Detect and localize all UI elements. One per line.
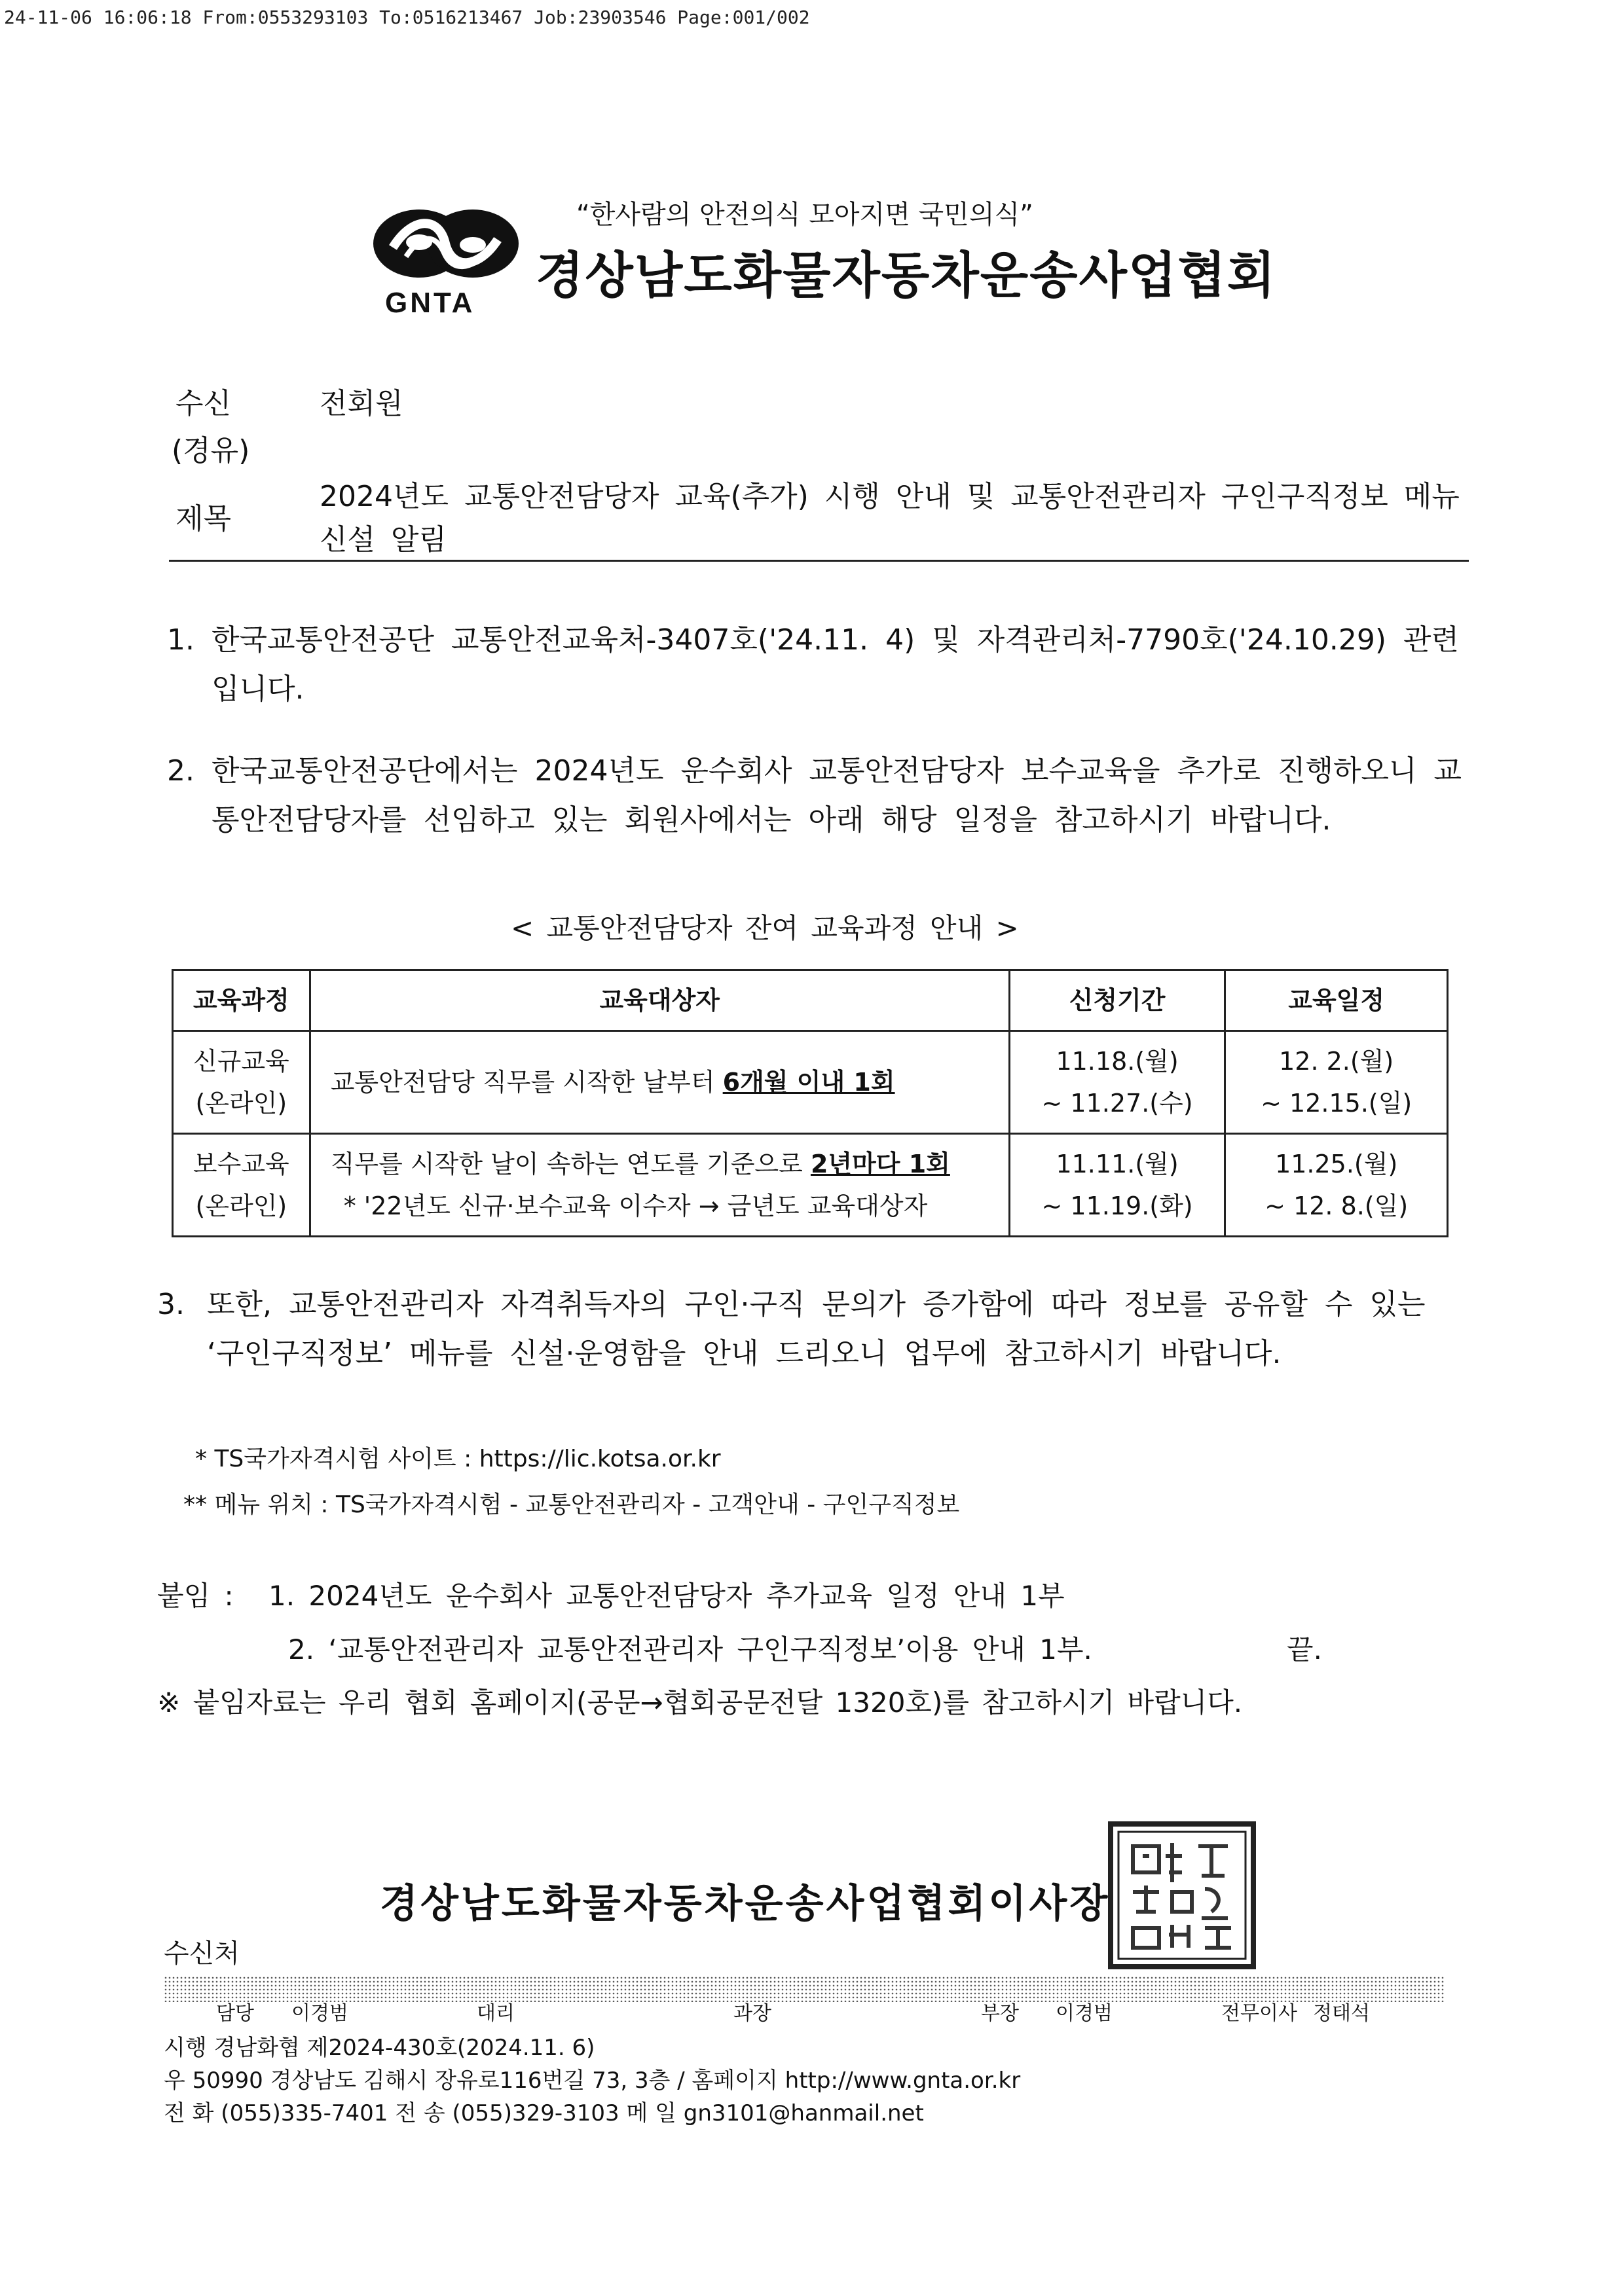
paragraph-2-number: 2. bbox=[167, 754, 194, 788]
target-note: * '22년도 신규·보수교육 이수자 → 금년도 교육대상자 bbox=[343, 1192, 928, 1220]
approval-director-name: 정태석 bbox=[1313, 2002, 1370, 2025]
target-emphasis: 6개월 이내 1회 bbox=[722, 1068, 895, 1097]
end-mark: 끝. bbox=[1287, 1633, 1322, 1666]
recipient-value: 전회원 bbox=[320, 387, 403, 420]
organization-name: 경상남도화물자동차운송사업협회 bbox=[536, 246, 1277, 304]
edu-end: ~ 12. 8.(일) bbox=[1264, 1192, 1409, 1220]
paragraph-1 bbox=[167, 615, 1470, 720]
column-header-edu-schedule: 교육일정 bbox=[1225, 970, 1448, 1031]
paragraph-3-text: 또한, 교통안전관리자 자격취득자의 구인·구직 문의가 증가함에 따라 정보를 공유할 수 있는 ‘구인구직정보’ 메뉴를 신설·운영함을 안내 드리오니 업무에 참고하시기 바랍니다. bbox=[207, 1288, 1426, 1370]
target-emphasis: 2년마다 1회 bbox=[810, 1150, 950, 1178]
approval-manager-name: 이경범 bbox=[1056, 2002, 1113, 2025]
course-cell bbox=[173, 1134, 310, 1237]
apply-start: 11.18.(월) bbox=[1056, 1047, 1179, 1076]
edu-start: 12. 2.(월) bbox=[1279, 1047, 1394, 1076]
table-row bbox=[173, 1031, 1448, 1134]
apply-start: 11.11.(월) bbox=[1056, 1150, 1179, 1178]
target-cell bbox=[310, 1134, 1009, 1237]
paragraph-1-number: 1. bbox=[167, 623, 194, 657]
course-cell bbox=[173, 1031, 310, 1134]
gnta-logo bbox=[367, 196, 524, 327]
recipients-label: 수신처 bbox=[164, 1939, 240, 1969]
approval-section-label: 과장 bbox=[733, 2002, 771, 2025]
attachment-item-1: 1. 2024년도 운수회사 교통안전담당자 추가교육 일정 안내 1부 bbox=[268, 1580, 1065, 1612]
address-line: 우 50990 경상남도 김해시 장유로116번길 73, 3층 / 홈페이지 http://www.gnta.or.kr bbox=[164, 2068, 1021, 2094]
paragraph-2 bbox=[167, 746, 1470, 903]
apply-period-cell bbox=[1009, 1031, 1225, 1134]
slogan: “한사람의 안전의식 모아지면 국민의식” bbox=[576, 200, 1033, 230]
approval-deputy-label: 대리 bbox=[477, 2002, 515, 2025]
paragraph-3-number: 3. bbox=[157, 1288, 185, 1321]
attachment-label: 붙임 : bbox=[157, 1580, 234, 1612]
official-seal bbox=[1107, 1820, 1257, 1971]
edu-end: ~ 12.15.(일) bbox=[1261, 1089, 1412, 1118]
course-mode: (온라인) bbox=[195, 1192, 287, 1220]
course-name: 보수교육 bbox=[193, 1150, 289, 1178]
edu-schedule-cell bbox=[1225, 1031, 1448, 1134]
target-text: 직무를 시작한 날이 속하는 연도를 기준으로 bbox=[330, 1150, 811, 1178]
fax-header: 24-11-06 16:06:18 From:0553293103 To:0516213467 Job:23903546 Page:001/002 bbox=[4, 7, 810, 28]
logo-text: GNTA bbox=[385, 287, 475, 319]
table-caption: < 교통안전담당자 잔여 교육과정 안내 > bbox=[511, 912, 1019, 944]
recipient-label: 수신 bbox=[175, 387, 232, 420]
course-mode: (온라인) bbox=[195, 1089, 287, 1118]
target-cell bbox=[310, 1031, 1009, 1134]
approval-staff-label: 담당 bbox=[216, 2002, 254, 2025]
attachment-item-2: 2. ‘교통안전관리자 교통안전관리자 구인구직정보’이용 안내 1부. bbox=[288, 1633, 1092, 1666]
apply-period-cell bbox=[1009, 1134, 1225, 1237]
approval-manager-label: 부장 bbox=[981, 2002, 1019, 2025]
paragraph-2-text: 한국교통안전공단에서는 2024년도 운수회사 교통안전담당자 보수교육을 추가로 진행하오니 교통안전담당자를 선임하고 있는 회원사에서는 아래 해당 일정을 참고하시기 바랍니다. bbox=[212, 754, 1462, 837]
apply-end: ~ 11.27.(수) bbox=[1041, 1089, 1193, 1118]
paragraph-3 bbox=[157, 1280, 1470, 1437]
paragraph-1-text: 한국교통안전공단 교통안전교육처-3407호('24.11. 4) 및 자격관리처-7790호('24.10.29) 관련입니다. bbox=[212, 623, 1459, 706]
contact-line: 전 화 (055)335-7401 전 송 (055)329-3103 메 일 gn3101@hanmail.net bbox=[164, 2100, 924, 2126]
menu-location-note: ** 메뉴 위치 : TS국가자격시험 - 교통안전관리자 - 고객안내 - 구인구직정보 bbox=[183, 1491, 960, 1518]
enforcement-line: 시행 경남화협 제2024-430호(2024.11. 6) bbox=[164, 2035, 595, 2061]
subject-label: 제목 bbox=[175, 502, 232, 536]
swirl-logo-icon bbox=[367, 196, 524, 295]
column-header-course: 교육과정 bbox=[173, 970, 310, 1031]
education-schedule-table bbox=[172, 969, 1449, 1237]
approval-director-label: 전무이사 bbox=[1221, 2002, 1297, 2025]
attachment-remark: ※ 붙임자료는 우리 협회 홈페이지(공문→협회공문전달 1320호)를 참고하시기 바랍니다. bbox=[157, 1686, 1243, 1719]
edu-start: 11.25.(월) bbox=[1275, 1150, 1398, 1178]
edu-schedule-cell bbox=[1225, 1134, 1448, 1237]
target-text: 교통안전담당 직무를 시작한 날부터 bbox=[330, 1068, 723, 1097]
seal-stamp-icon bbox=[1107, 1820, 1257, 1971]
sender-signature: 경상남도화물자동차운송사업협회이사장 bbox=[380, 1881, 1111, 1927]
table-header-row bbox=[173, 970, 1448, 1031]
column-header-target: 교육대상자 bbox=[310, 970, 1009, 1031]
subject-value: 2024년도 교통안전담당자 교육(추가) 시행 안내 및 교통안전관리자 구인구직정보 메뉴 신설 알림 bbox=[320, 480, 1460, 556]
table-row bbox=[173, 1134, 1448, 1237]
site-note: * TS국가자격시험 사이트 : https://lic.kotsa.or.kr bbox=[195, 1446, 721, 1472]
column-header-apply-period: 신청기간 bbox=[1009, 970, 1225, 1031]
via-label: (경유) bbox=[172, 434, 250, 467]
header-divider bbox=[169, 560, 1469, 562]
apply-end: ~ 11.19.(화) bbox=[1041, 1192, 1193, 1220]
approval-staff-name: 이경범 bbox=[291, 2002, 348, 2025]
course-name: 신규교육 bbox=[193, 1047, 289, 1076]
